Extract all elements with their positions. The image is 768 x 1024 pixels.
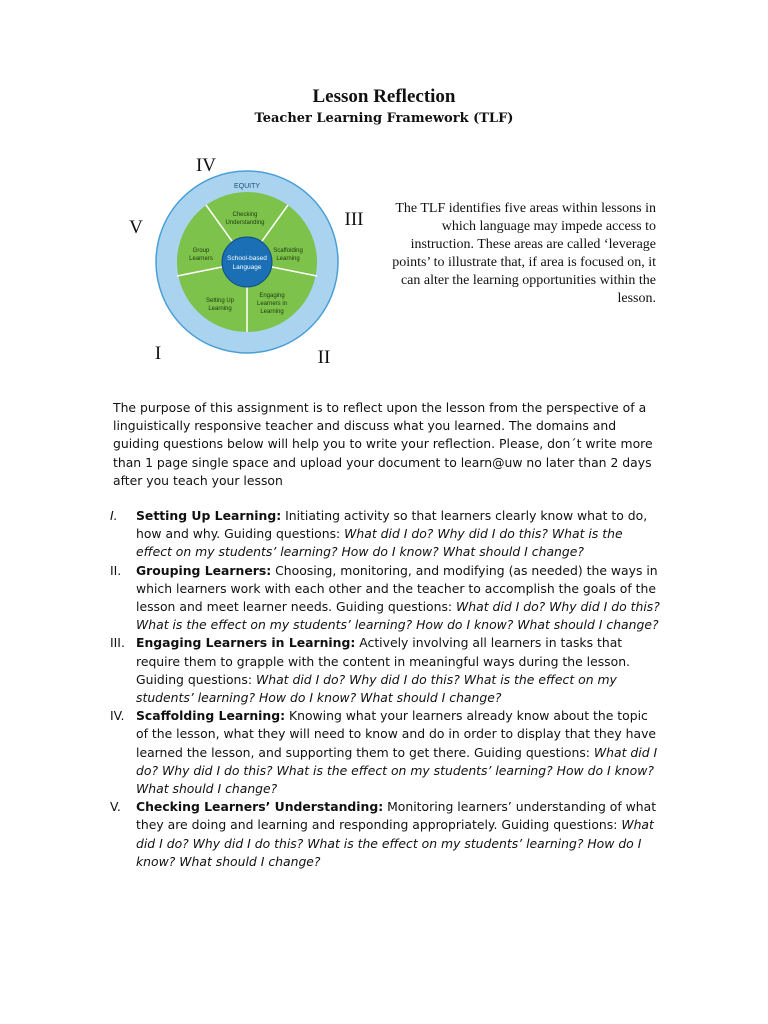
segment-checking-1: Checking: [232, 212, 258, 218]
area-description: Choosing, monitoring, and modifying (as needed) the ways in which learners work with each other and the teacher to accomplish the goals of the lesson and meet learner needs. Guiding questions:: [136, 562, 658, 615]
numeral-ii: II: [317, 347, 331, 368]
guiding-questions: What did I do? Why did I do this? What is the effect on my students’ learning? How do I know? What should I change?: [136, 744, 658, 797]
page-subtitle: Teacher Learning Framework (TLF): [254, 111, 514, 126]
numeral-iv: IV: [195, 155, 217, 176]
list-numeral: III.: [110, 635, 125, 651]
list-numeral: I.: [110, 508, 118, 523]
segment-setting-1: Setting Up: [205, 298, 235, 304]
list-item: [110, 507, 662, 562]
segment-checking-2: Understanding: [225, 220, 265, 226]
numeral-i: I: [154, 343, 162, 364]
list-numeral: IV.: [110, 708, 125, 724]
guiding-questions: What did I do? Why did I do this? What is the effect on my students’ learning? How do I know? What should I change?: [136, 671, 617, 706]
area-description: Monitoring learners’ understanding of what they are doing and learning and responding appropriately. Guiding questions:: [136, 799, 657, 833]
area-description: Initiating activity so that learners clearly know what to do, how and why. Guiding questions:: [136, 508, 648, 542]
list-numeral: II.: [110, 562, 122, 578]
list-item: [110, 562, 662, 635]
center-circle: [222, 237, 272, 287]
segment-group-1: Group: [192, 248, 210, 254]
segment-group-2: Learners: [189, 256, 213, 262]
area-name: Setting Up Learning:: [136, 508, 282, 523]
list-item: [110, 798, 662, 871]
page-title: Lesson Reflection: [312, 86, 456, 107]
segment-engaging-3: Learning: [260, 309, 284, 315]
area-name: Grouping Learners:: [136, 562, 272, 578]
area-name: Checking Learners’ Understanding:: [136, 799, 384, 815]
purpose-paragraph: The purpose of this assignment is to reflect upon the lesson from the perspective of a linguistically responsive teacher and discuss what you learned. The domains and guiding questions below will help you to write your reflection. Please, don´t write more than 1 page single space and upload your document to learn@uw no later than 2 days after you teach your lesson: [113, 400, 653, 488]
list-item: [110, 634, 662, 707]
segment-engaging-1: Engaging: [259, 293, 285, 299]
segment-engaging-2: Learners in: [256, 301, 288, 307]
list-numeral: V.: [110, 799, 121, 815]
center-label-2: Language: [232, 264, 262, 271]
leverage-points-list: [110, 507, 662, 871]
guiding-questions: What did I do? Why did I do this? What is the effect on my students’ learning? How do I know? What should I change?: [136, 526, 623, 560]
segment-scaffolding-1: Scaffolding: [273, 248, 303, 254]
area-description: Knowing what your learners already know about the topic of the lesson, what they will need to know and do in order to display that they have learned the lesson, and supporting them to get there. Guiding questions:: [136, 708, 657, 760]
guiding-questions: What did I do? Why did I do this? What is the effect on my students’ learning? How do I know? What should I change?: [136, 599, 660, 633]
center-label-1: School-based: [227, 255, 267, 262]
numeral-iii: III: [344, 209, 364, 230]
intro-paragraph: The TLF identifies five areas within lessons in which language may impede access to instruction. These areas are called ‘leverage points’ to illustrate that, if area is focused on, it can alter the learning opportunities within the lesson.: [392, 201, 656, 306]
segment-scaffolding-2: Learning: [276, 256, 300, 262]
segment-setting-2: Learning: [208, 306, 232, 312]
list-item: [110, 707, 662, 798]
area-description: Actively involving all learners in tasks that require them to grapple with the content in meaningful ways during the lesson. Guiding questions:: [136, 635, 630, 687]
tlf-wheel: [118, 150, 378, 372]
equity-label: EQUITY: [233, 183, 261, 190]
area-name: Scaffolding Learning:: [136, 708, 286, 724]
numeral-v: V: [129, 217, 143, 238]
area-name: Engaging Learners in Learning:: [136, 635, 356, 651]
guiding-questions: What did I do? Why did I do this? What is the effect on my students’ learning? How do I know? What should I change?: [136, 817, 654, 869]
tlf-diagram: [118, 150, 378, 372]
